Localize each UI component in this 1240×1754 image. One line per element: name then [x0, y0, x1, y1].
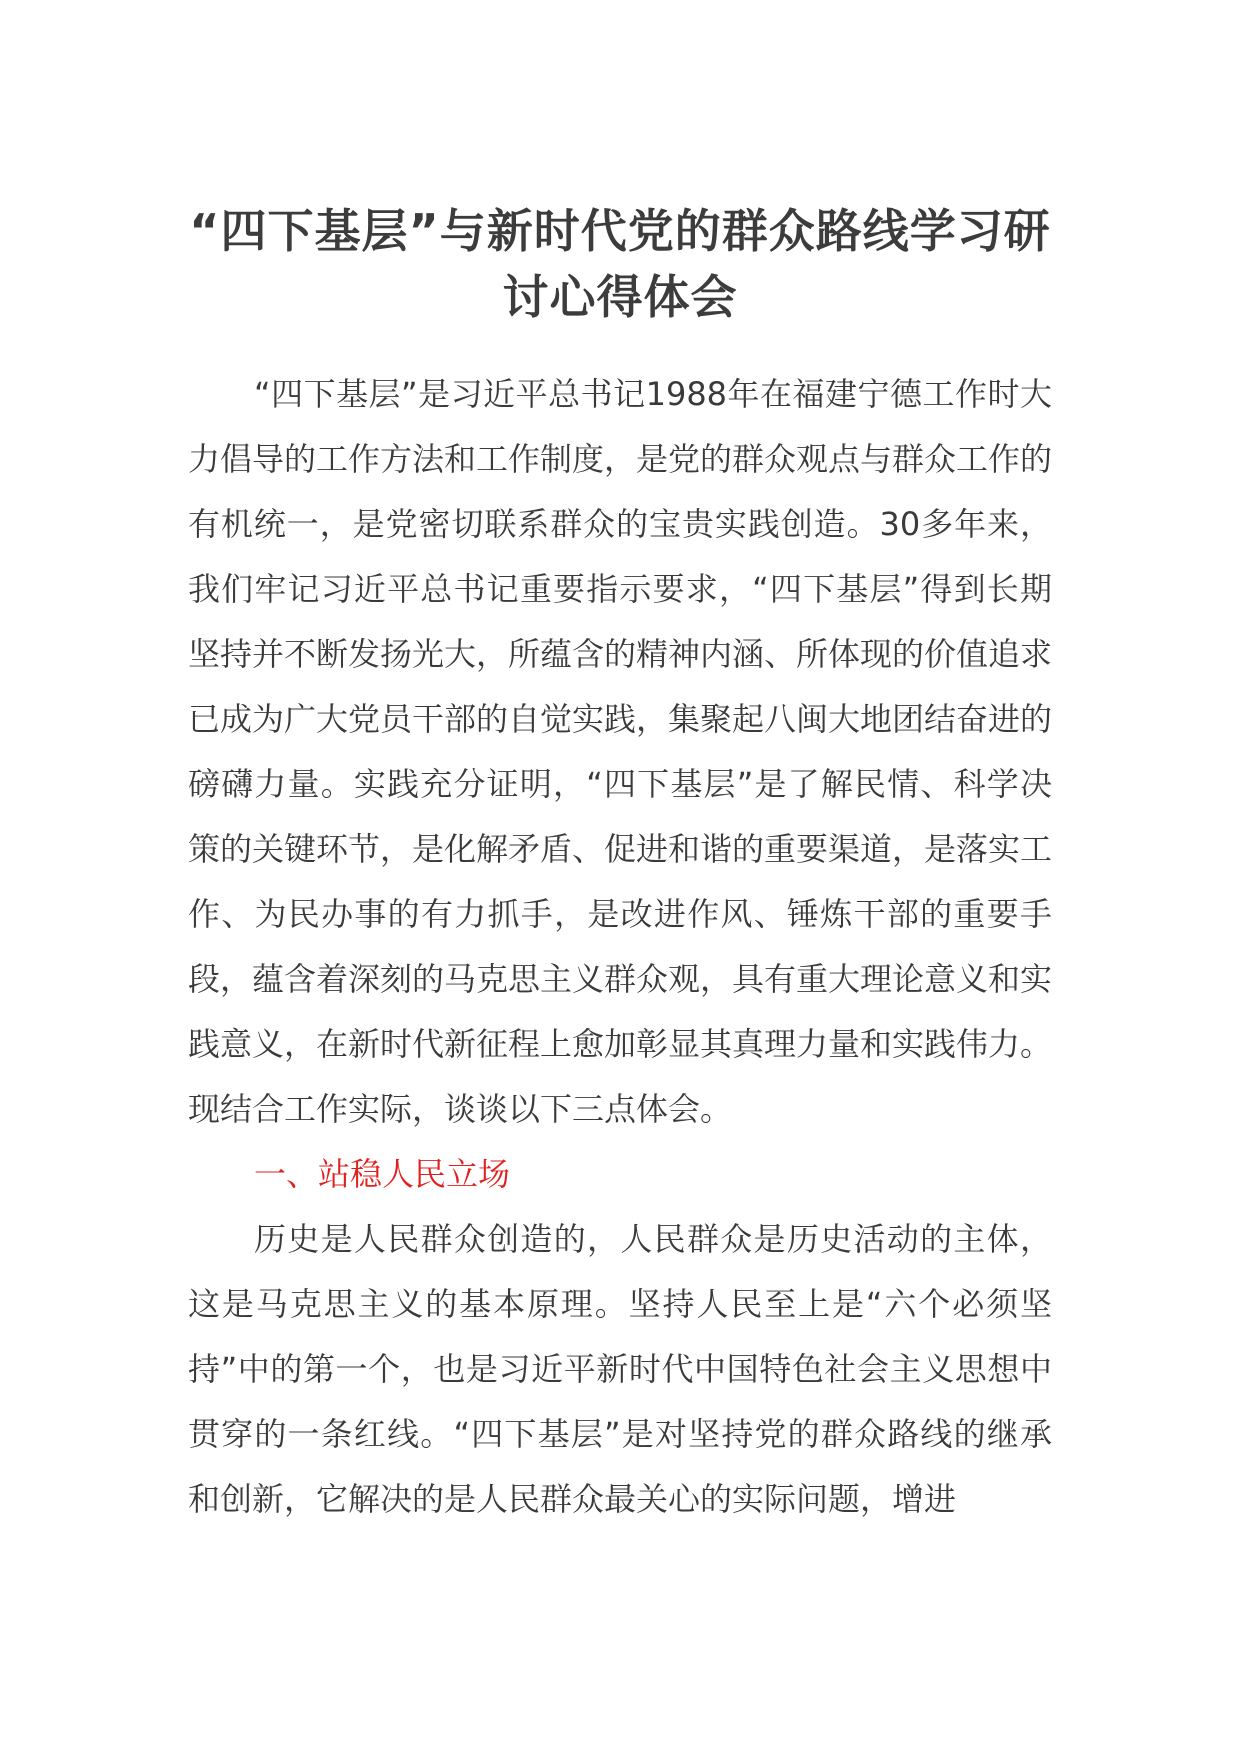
section-1-paragraph: 历史是人民群众创造的，人民群众是历史活动的主体，这是马克思主义的基本原理。坚持人民至上是“六个必须坚持”中的第一个，也是习近平新时代中国特色社会主义思想中贯穿的一条红线。“四下基层”是对坚持党的群众路线的继承和创新，它解决的是人民群众最关心的实际问题，增进	[188, 1220, 1052, 1518]
document-title: “四下基层”与新时代党的群众路线学习研讨心得体会	[189, 204, 1051, 324]
intro-paragraph: “四下基层”是习近平总书记1988年在福建宁德工作时大力倡导的工作方法和工作制度，是党的群众观点与群众工作的有机统一，是党密切联系群众的宝贵实践创造。30多年来，我们牢记习近平总书记重要指示要求，“四下基层”得到长期坚持并不断发扬光大，所蕴含的精神内涵、所体现的价值追求已成为广大党员干部的自觉实践，集聚起八闽大地团结奋进的磅礴力量。实践充分证明，“四下基层”是了解民情、科学决策的关键环节，是化解矛盾、促进和谐的重要渠道，是落实工作、为民办事的有力抓手，是改进作风、锤炼干部的重要手段，蕴含着深刻的马克思主义群众观，具有重大理论意义和实践意义，在新时代新征程上愈加彰显其真理力量和实践伟力。现结合工作实际，谈谈以下三点体会。	[188, 375, 1053, 1128]
document-body	[188, 362, 1052, 1532]
section-heading-1: 一、站稳人民立场	[254, 1155, 511, 1193]
